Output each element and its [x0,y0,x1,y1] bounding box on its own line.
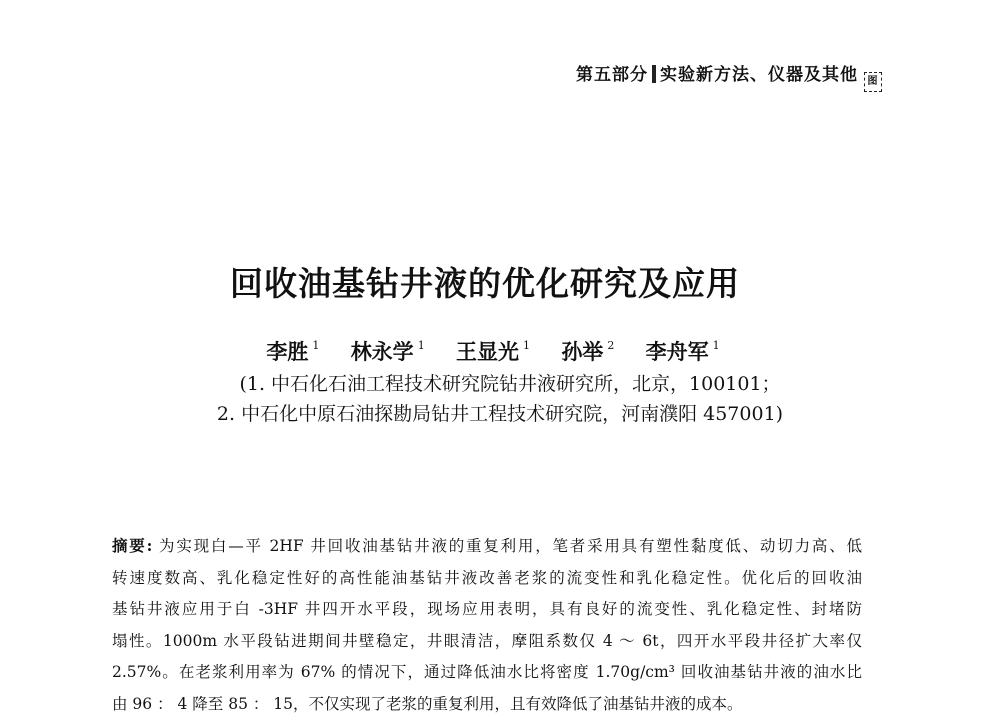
author-item [266,339,319,364]
header-separator [652,65,656,83]
author-name: 孙举 [561,339,604,364]
page-mark-icon: 图 [864,72,882,92]
abstract-line: 由 96 ： 4 降至 85 ： 15，不仅实现了老浆的重复利用，且有效降低了油基钻井液的成本。 [112,694,743,713]
header-section-title: 实验新方法、仪器及其他 [660,65,858,85]
running-header [576,60,882,92]
author-affil-mark: 1 [712,339,720,352]
abstract-line [112,530,862,563]
abstract [112,530,862,720]
author-item [646,339,720,364]
header-part-label: 第五部分 [576,65,648,85]
abstract-line: 基钻井液应用于白 -3HF 井四开水平段，现场应用表明，具有良好的流变性、乳化稳定性、封堵防 [112,600,862,618]
affiliation-1: (1. 中石化石油工程技术研究院钻井液研究所，北京，100101； [239,373,781,395]
abstract-line: 塌性。1000m 水平段钻进期间井壁稳定，井眼清洁，摩阻系数仅 4 ～ 6t，四开水平段井径扩大率仅 [112,631,862,650]
author-name: 林永学 [350,339,414,364]
abstract-label: 摘要: [112,536,153,555]
author-affil-mark: 2 [607,339,615,352]
author-name: 王显光 [456,339,519,364]
author-name: 李舟军 [645,339,709,364]
author-affil-mark: 1 [417,339,425,352]
author-affil-mark: 1 [312,339,320,352]
author-name: 李胜 [266,339,309,364]
author-item [561,339,614,364]
author-list [0,336,986,366]
author-affil-mark: 1 [523,339,530,352]
abstract-line: 转速度数高、乳化稳定性好的高性能油基钻井液改善老浆的流变性和乳化稳定性。优化后的回收油 [112,568,862,587]
abstract-line: 2.57%。在老浆利用率为 67% 的情况下，通过降低油水比将密度 1.70g/cm³ 回收油基钻井液的油水比 [112,663,862,681]
affiliation-2: 2. 中石化中原石油探勘局钻井工程技术研究院，河南濮阳 457001) [216,403,784,425]
author-item [351,339,425,364]
author-item [456,339,530,364]
abstract-text: 为实现白—平 2HF 井回收油基钻井液的重复利用，笔者采用具有塑性黏度低、动切力高、低 [159,537,862,555]
paper-title: 回收油基钻井液的优化研究及应用 [230,264,740,303]
